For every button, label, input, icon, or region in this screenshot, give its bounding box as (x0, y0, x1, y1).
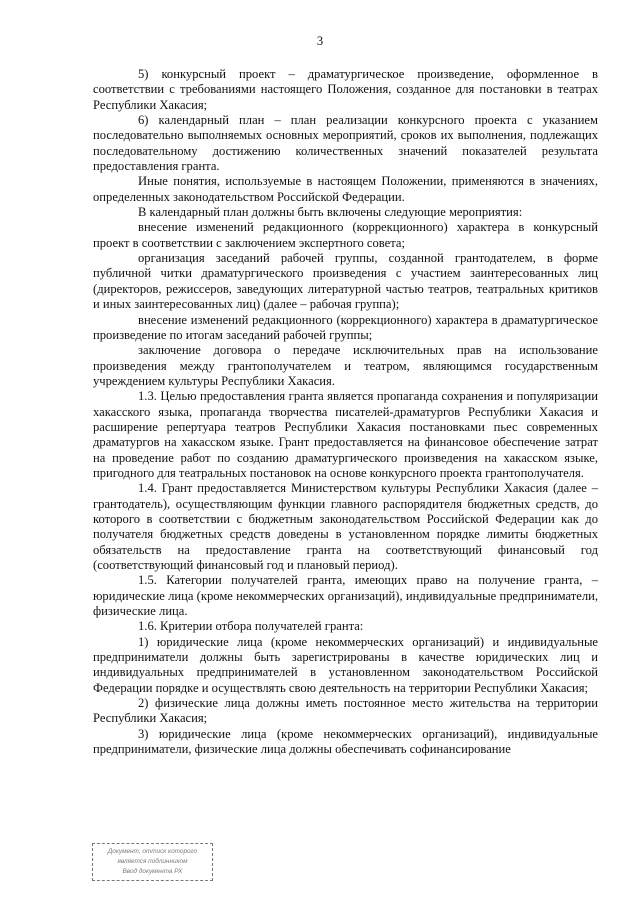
paragraph: 1.6. Критерии отбора получателей гранта: (138, 619, 364, 634)
paragraph: 6) календарный план – план реализации конкурсного проекта с указанием последовательно выполняемых основных мероприятий, сроков их выполнения, подлежащих последовательному достижению количественных значений показателей результата предоставления гранта. (93, 113, 598, 174)
stamp-line: Ввод документа РХ (122, 868, 183, 875)
paragraph: Иные понятия, используемые в настоящем Положении, применяются в значениях, определенных законодательством Российской Федерации. (93, 174, 598, 204)
paragraph: заключение договора о передаче исключительных прав на использование произведения между грантополучателем и театром, являющимся государственным учреждением культуры Республики Хакасия. (93, 343, 598, 388)
document-stamp (92, 843, 213, 881)
page-number: 3 (316, 34, 324, 48)
paragraph: 3) юридические лица (кроме некоммерческих организаций), индивидуальные предприниматели, физические лица должны обеспечивать софинансирование (93, 726, 598, 757)
stamp-line: Документ, оттиск которого (107, 848, 198, 855)
paragraph: 1) юридические лица (кроме некоммерческих организаций) и индивидуальные предприниматели должны быть зарегистрированы в качестве юридических лиц и индивидуальных предпринимателей в установленном законодательством Российской Федерации порядке и осуществлять свою деятельность на территории Республики Хакасия; (93, 634, 598, 695)
paragraph: 2) физические лица должны иметь постоянное место жительства на территории Республики Хакасия; (93, 696, 598, 726)
document-body (93, 67, 598, 757)
paragraph: 1.3. Целью предоставления гранта является пропаганда сохранения и популяризации хакасского языка, пропаганда творчества писателей-драматургов Республики Хакасия и расширение репертуара театров Республики Хакасия постановками пьес современных драматургов на хакасском языке. Грант предоставляется на финансовое обеспечение затрат на проведение работ по созданию драматургического произведения на хакасском языке, пригодного для театральных постановок на основе конкурсного проекта грантополучателя. (93, 389, 598, 480)
stamp-line: является подлинником (117, 858, 188, 865)
paragraph: 1.4. Грант предоставляется Министерством культуры Республики Хакасия (далее – грантодатель), осуществляющим функции главного распорядителя бюджетных средств, до которого в соответствии с бюджетным законодательством Российской Федерации как до получателя бюджетных средств доведены в установленном порядке лимиты бюджетных обязательств на предоставление гранта на соответствующий финансовый год (соответствующий финансовый год и плановый период). (93, 481, 598, 572)
paragraph: В календарный план должны быть включены следующие мероприятия: (138, 205, 523, 220)
paragraph: 1.5. Категории получателей гранта, имеющих право на получение гранта, – юридические лица (кроме некоммерческих организаций), индивидуальные предприниматели, физические лица. (93, 573, 598, 619)
paragraph: внесение изменений редакционного (коррекционного) характера в конкурсный проект в соответствии с заключением экспертного совета; (93, 220, 598, 250)
paragraph: 5) конкурсный проект – драматургическое произведение, оформленное в соответствии с требованиями настоящего Положения, созданное для постановки в театрах Республики Хакасия; (93, 67, 598, 112)
paragraph: организация заседаний рабочей группы, созданной грантодателем, в форме публичной читки драматургического произведения с участием заинтересованных лиц (директоров, режиссеров, заведующих литературной частью театров, театральных критиков и иных заинтересованных лиц) (далее – рабочая группа); (93, 251, 598, 312)
paragraph: внесение изменений редакционного (коррекционного) характера в драматургическое произведение по итогам заседаний рабочей группы; (93, 312, 598, 342)
